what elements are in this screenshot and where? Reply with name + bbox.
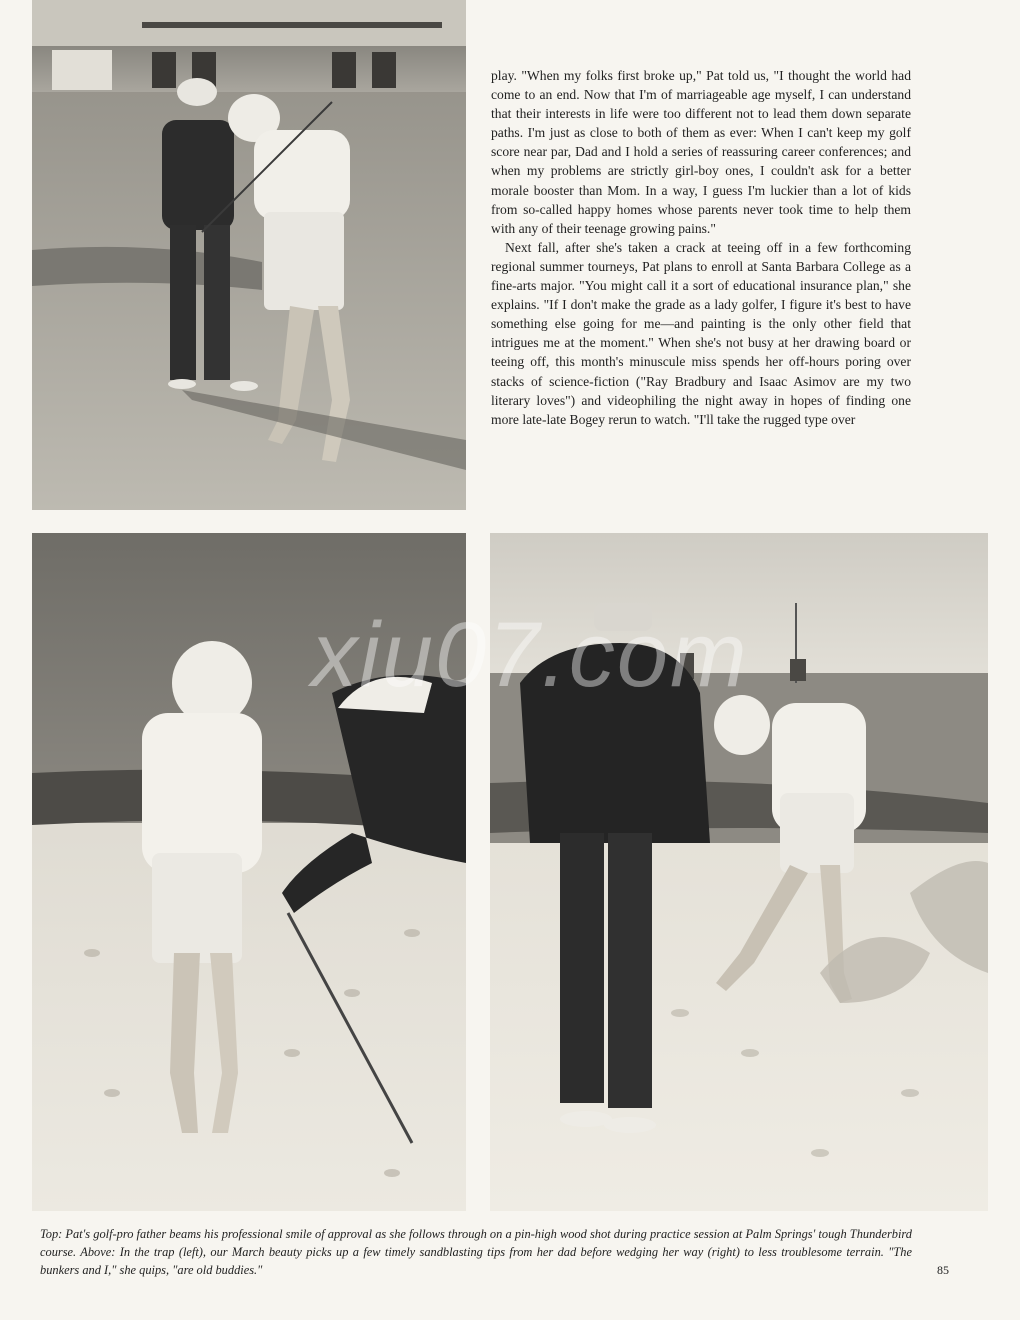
photo-bunker-lesson [32,533,466,1211]
photo-sand-blast [490,533,988,1211]
article-paragraph-2: Next fall, after she's taken a crack at teeing off in a few forthcoming regional summer tourneys, Pat plans to enroll at Santa Barbara College as a fine-arts major. "You might call it a sort of educational insurance plan," she explains. "If I don't make the grade as a lady golfer, I figure it's best to have something else going for me—and painting is the only other field that intrigues me at the moment." When she's not busy at her drawing board or teeing off, this month's minuscule miss spends her off-hours poring over stacks of science-fiction ("Ray Bradbury and Isaac Asimov are my two literary loves") and videophiling the night away in hopes of finding one more late-late Bogey rerun to watch. "I'll take the rugged type over [491,239,911,427]
photo-golf-swing [32,0,466,510]
watermark: xiu07.com [311,604,749,706]
photo-caption: Top: Pat's golf-pro father beams his professional smile of approval as she follows through on a pin-high wood shot during practice session at Palm Springs' tough Thunderbird course. Above: In the trap (left), our March beauty picks up a few timely sandblasting tips from her dad before wedging her way (right) to less troublesome terrain. "The bunkers and I," she quips, "are old buddies." [40,1227,912,1277]
article-column [491,66,911,429]
page-number: 85 [937,1263,949,1277]
article-paragraph-1: play. "When my folks first broke up," Pat told us, "I thought the world had come to an end. Now that I'm of marriageable age myself, I can understand that their interests in life were too different not to lead them down separate paths. I'm just as close to both of them as ever: When I can't keep my golf score near par, Dad and I hold a series of reassuring career conferences; and when my problems are strictly girl-boy ones, I couldn't ask for a better morale booster than Mom. In a way, I guess I'm luckier than a lot of kids from so-called happy homes whose parents never took time to help them with any of their teenage growing pains." [491,68,911,236]
